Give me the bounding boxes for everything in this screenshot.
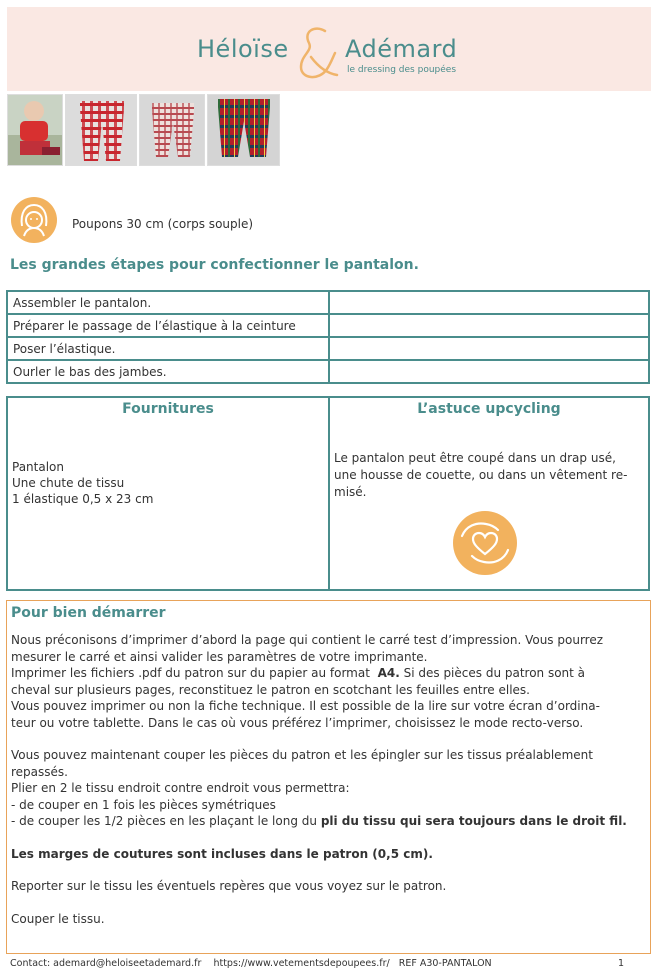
step-check-cell[interactable] (329, 291, 649, 314)
table-row (7, 291, 649, 314)
brand-name-right: Adémard (345, 35, 458, 63)
header-banner (7, 7, 651, 91)
body-line: Vous pouvez imprimer ou non la fiche technique. Il est possible de la lire sur votre écran d’ordina- (11, 699, 600, 713)
body-line: - de couper en 1 fois les pièces symétriques (11, 797, 276, 812)
step-label: Poser l’élastique. (7, 337, 329, 360)
table-row (7, 337, 649, 360)
doll-face-icon (10, 196, 58, 244)
step-check-cell[interactable] (329, 314, 649, 337)
upcycling-title: L’astuce upcycling (417, 401, 561, 417)
footer-ref: REF A30-PANTALON (398, 958, 492, 969)
supplies-list (12, 459, 153, 507)
brand-name-left: Héloïse (197, 35, 289, 63)
body-line: teur ou votre tablette. Dans le cas où vous préférez l’imprimer, choisissez le mode recto-verso. (11, 715, 584, 730)
ampersand-logo-icon (291, 25, 341, 83)
body-line (11, 665, 647, 682)
thumbnail-plaid-pants-pink[interactable] (139, 94, 205, 166)
doll-size-label: Poupons 30 cm (corps souple) (72, 217, 254, 231)
fold-instruction-emphasis: pli du tissu qui sera toujours dans le droit fil. (320, 814, 627, 828)
footer-url[interactable]: https://www.vetementsdepoupees.fr/ (213, 958, 390, 969)
step-label: Assembler le pantalon. (7, 291, 329, 314)
step-label: Ourler le bas des jambes. (7, 360, 329, 383)
heart-hands-icon (452, 510, 518, 576)
seam-allowance-note: Les marges de coutures sont incluses dans le patron (0,5 cm). (11, 846, 433, 861)
footer-contact[interactable]: Contact: ademard@heloiseetademard.fr (10, 958, 202, 969)
print-format-continuation: Si des pièces du patron sont à (403, 666, 586, 680)
plaid-pants-red-image (66, 95, 137, 166)
doll-size-row (10, 196, 410, 244)
step-label: Préparer le passage de l’élastique à la ceinture (7, 314, 329, 337)
plaid-pants-tartan-image (208, 95, 280, 166)
thumbnail-doll-photo[interactable] (7, 94, 63, 166)
body-line: Couper le tissu. (11, 911, 105, 926)
getting-started-title: Pour bien démarrer (11, 605, 166, 621)
getting-started-body (11, 632, 647, 927)
upcycling-line: une housse de couette, ou dans un vêtement re- (334, 468, 628, 482)
body-line: Vous pouvez maintenant couper les pièces du patron et les épingler sur les tissus préalablement (11, 748, 593, 762)
supplies-title: Fournitures (122, 401, 214, 417)
print-format-text: Imprimer les fichiers .pdf du patron sur du papier au format (11, 666, 370, 680)
body-line: Plier en 2 le tissu endroit contre endroit vous permettra: (11, 781, 350, 795)
upcycling-line: misé. (334, 485, 367, 499)
supplies-box (6, 396, 650, 591)
body-line: repassés. (11, 764, 68, 779)
step-check-cell[interactable] (329, 337, 649, 360)
supply-item: 1 élastique 0,5 x 23 cm (12, 492, 154, 506)
upcycling-line: Le pantalon peut être coupé dans un drap usé, (334, 451, 616, 465)
plaid-pants-pink-image (140, 95, 205, 166)
footer (10, 958, 640, 969)
steps-heading: Les grandes étapes pour confectionner le pantalon. (10, 257, 419, 273)
step-check-cell[interactable] (329, 360, 649, 383)
column-divider (328, 398, 330, 589)
supply-item: Une chute de tissu (12, 476, 125, 490)
table-row (7, 314, 649, 337)
body-line: Nous préconisons d’imprimer d’abord la page qui contient le carré test d’impression. Vous pourrez (11, 633, 604, 647)
page-number: 1 (618, 958, 625, 969)
getting-started-box (6, 600, 651, 954)
body-line: cheval sur plusieurs pages, reconstituez le patron en scotchant les feuilles entre elles. (11, 682, 530, 697)
body-line: mesurer le carré et ainsi valider les paramètres de votre imprimante. (11, 649, 428, 664)
paper-format-a4: A4. (377, 666, 400, 680)
body-line: Reporter sur le tissu les éventuels repères que vous voyez sur le patron. (11, 879, 447, 893)
steps-table (6, 290, 650, 384)
doll-photo-image (8, 95, 63, 166)
thumbnail-plaid-pants-red[interactable] (65, 94, 137, 166)
table-row (7, 360, 649, 383)
body-line (11, 813, 647, 830)
brand-logo (197, 25, 487, 85)
supply-item: Pantalon (12, 460, 64, 474)
brand-tagline: le dressing des poupées (347, 65, 457, 75)
fold-instruction-text: - de couper les 1/2 pièces en les plaçant le long du (11, 814, 317, 828)
upcycling-text (334, 450, 646, 501)
thumbnail-plaid-pants-tartan[interactable] (207, 94, 280, 166)
